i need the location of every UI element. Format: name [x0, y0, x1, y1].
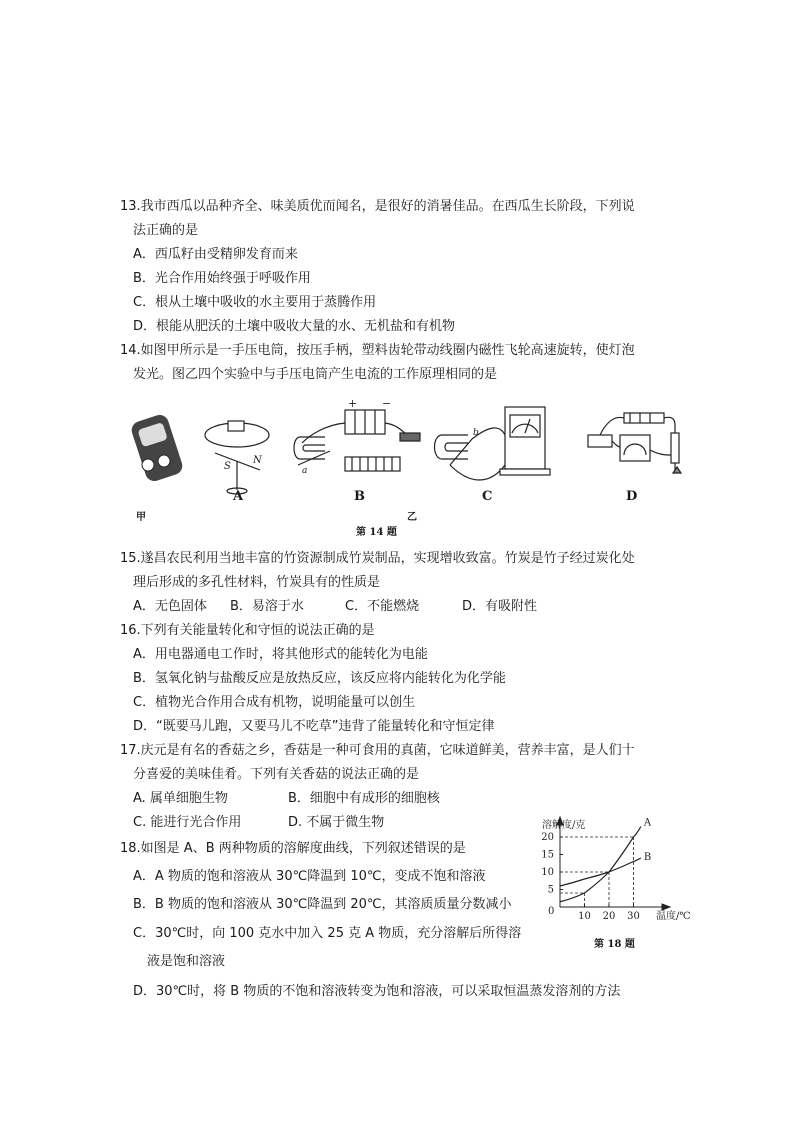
q13-option-d: D．根能从肥沃的土壤中吸收大量的水、无机盐和有机物: [133, 319, 456, 334]
q18-option-a: A．A 物质的饱和溶液从 30℃降温到 10℃，变成不饱和溶液: [133, 869, 486, 884]
figure-option-b-label: B: [354, 489, 365, 504]
y-tick-label: 20: [541, 832, 554, 843]
experiment-a-figure: [205, 421, 269, 494]
minus-label: −: [382, 397, 392, 410]
q14-stem-line2: 发光。图乙四个实验中与手压电筒产生电流的工作原理相同的是: [133, 367, 498, 382]
solubility-chart: [530, 815, 710, 935]
chart-ylabel: 溶解度/克: [542, 820, 586, 831]
x-tick-label: 20: [602, 911, 616, 922]
experiment-c-figure: [435, 407, 551, 480]
y-tick-label: 10: [541, 867, 554, 878]
q13-stem-line2: 法正确的是: [133, 223, 199, 238]
q18-stem: 18.如图是 A、B 两种物质的溶解度曲线，下列叙述错误的是: [120, 841, 466, 856]
plus-label: +: [348, 397, 358, 410]
y-tick-label: 15: [541, 849, 554, 861]
q13-option-c: C．根从土壤中吸收的水主要用于蒸腾作用: [133, 295, 377, 310]
q16-option-a: A．用电器通电工作时，将其他形式的能转化为电能: [133, 647, 428, 662]
q17-stem-line1: 17.庆元是有名的香菇之乡，香菇是一种可食用的真菌，它味道鲜美，营养丰富，是人们十: [120, 743, 635, 758]
q18-option-d: D．30℃时，将 B 物质的不饱和溶液转变为饱和溶液，可以采取恒温蒸发溶剂的方法: [133, 984, 621, 999]
x-axis-arrow: [662, 904, 670, 910]
q15-stem-line1: 15.遂昌农民利用当地丰富的竹资源制成竹炭制品，实现增收致富。竹炭是竹子经过炭化处: [120, 551, 635, 566]
figure-18-caption: 第 18 题: [594, 939, 635, 950]
q14-figure: [120, 395, 690, 500]
pole-n-label: N: [253, 455, 262, 466]
flashlight-image: [129, 413, 184, 484]
q15-option-c: C．不能燃烧: [345, 599, 420, 614]
svg-text:b: b: [473, 428, 479, 438]
figure-jia-label: 甲: [136, 512, 146, 523]
pole-s-label: S: [224, 461, 231, 472]
q15-option-a: A．无色固体: [133, 599, 207, 614]
q17-option-a: A. 属单细胞生物: [133, 791, 228, 806]
q17-option-b: B．细胞中有成形的细胞核: [288, 791, 440, 806]
x-tick-label: 30: [627, 911, 640, 922]
y-tick-label: 5: [547, 884, 554, 896]
figure-option-a-label: A: [233, 489, 244, 504]
point-a-label: a: [302, 466, 308, 476]
q15-option-b: B．易溶于水: [230, 599, 304, 614]
q18-option-c-line1: C．30℃时，向 100 克水中加入 25 克 A 物质，充分溶解后所得溶: [133, 926, 522, 941]
figure-14-caption: 第 14 题: [356, 527, 397, 538]
experiment-b-figure: [294, 397, 420, 476]
q16-stem: 16.下列有关能量转化和守恒的说法正确的是: [120, 623, 375, 638]
chart-xlabel: 温度/℃: [656, 911, 691, 922]
experiment-d-figure: [588, 413, 681, 473]
series-a-label: A: [643, 817, 652, 829]
q16-option-b: B．氢氧化钠与盐酸反应是放热反应，该反应将内能转化为化学能: [133, 671, 506, 686]
series-b-label: B: [643, 852, 652, 863]
figure-yi-label: 乙: [407, 512, 417, 523]
q14-stem-line1: 14.如图甲所示是一手压电筒，按压手柄，塑料齿轮带动线圈内磁性飞轮高速旋转，使灯泡: [120, 343, 635, 358]
q16-option-d: D．“既要马儿跑，又要马儿不吃草”违背了能量转化和守恒定律: [133, 719, 495, 734]
q17-stem-line2: 分喜爱的美味佳肴。下列有关香菇的说法正确的是: [133, 767, 420, 782]
q17-option-c: C. 能进行光合作用: [133, 815, 242, 830]
q16-option-c: C．植物光合作用合成有机物，说明能量可以创生: [133, 695, 416, 710]
q18-option-b: B．B 物质的饱和溶液从 30℃降温到 20℃，其溶质质量分数减小: [133, 897, 512, 912]
q13-option-b: B．光合作用始终强于呼吸作用: [133, 271, 311, 286]
q13-option-a: A．西瓜籽由受精卵发育而来: [133, 247, 298, 262]
figure-option-d-label: D: [626, 489, 638, 504]
x-tick-label: 10: [578, 911, 591, 922]
q13-stem-line1: 13.我市西瓜以品种齐全、味美质优而闻名，是很好的消暑佳品。在西瓜生长阶段，下列说: [120, 199, 635, 214]
q17-option-d: D. 不属于微生物: [288, 815, 385, 830]
chart-origin-label: 0: [548, 906, 555, 917]
q15-stem-line2: 理后形成的多孔性材料，竹炭具有的性质是: [133, 575, 381, 590]
figure-option-c-label: C: [482, 489, 493, 504]
q18-option-c-line2: 液是饱和溶液: [147, 954, 226, 969]
q15-option-d: D．有吸附性: [462, 599, 538, 614]
